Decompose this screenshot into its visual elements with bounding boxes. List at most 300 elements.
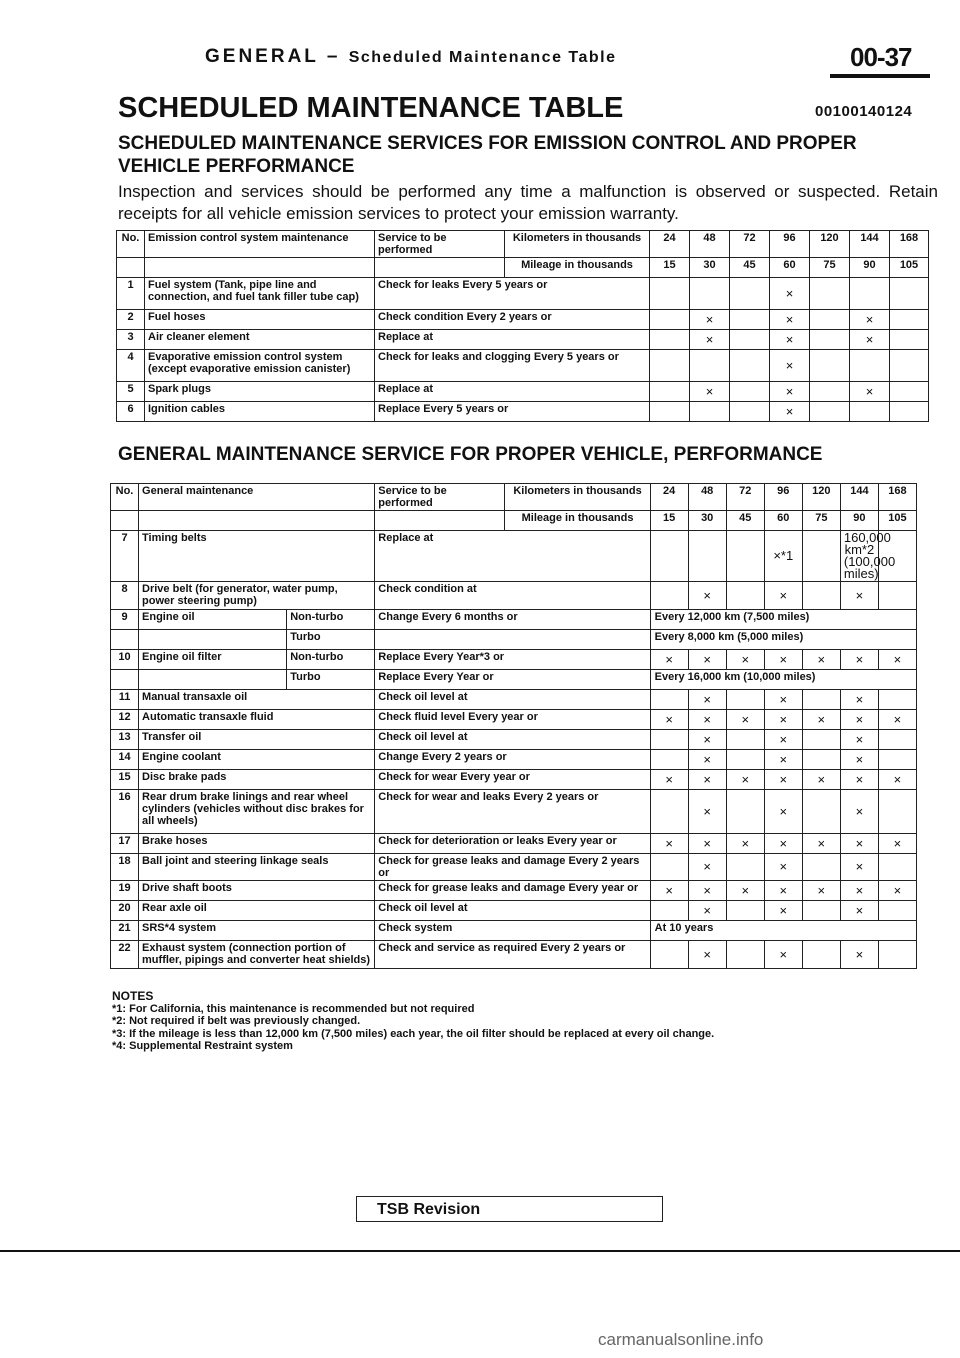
interval-mark: × <box>840 854 878 881</box>
interval-mark <box>650 382 690 402</box>
document-id: 00100140124 <box>815 103 913 120</box>
km-value: 24 <box>650 231 690 258</box>
interval-mark <box>802 730 840 750</box>
row-subtype: Turbo <box>287 630 375 650</box>
header-subtitle: Scheduled Maintenance Table <box>348 49 617 66</box>
interval-mark: × <box>802 834 840 854</box>
interval-mark <box>802 790 840 834</box>
interval-mark: × <box>726 834 764 854</box>
row-service: Check for grease leaks and damage Every 2 years or <box>375 854 650 881</box>
section1-intro: Inspection and services should be performed any time a malfunction is observed or suspected. Retain receipts for all vehicle emission services to protect your emission warranty. <box>118 182 938 223</box>
interval-mark <box>730 310 770 330</box>
interval-mark: × <box>764 790 802 834</box>
interval-mark <box>650 941 688 969</box>
blank-cell <box>139 511 375 531</box>
note-2: *2: Not required if belt was previously changed. <box>112 1015 361 1027</box>
interval-mark: × <box>878 834 916 854</box>
col-no-header: No. <box>117 231 145 258</box>
row-item: Engine oil filter <box>139 650 287 670</box>
interval-mark: × <box>650 710 688 730</box>
table-row <box>111 610 917 630</box>
mi-value: 60 <box>764 511 802 531</box>
interval-mark <box>730 382 770 402</box>
interval-mark <box>730 330 770 350</box>
interval-mark <box>730 402 770 422</box>
interval-mark: × <box>770 330 810 350</box>
row-subtype: Non-turbo <box>287 610 375 630</box>
interval-mark: × <box>650 834 688 854</box>
row-service: Replace at <box>375 531 650 582</box>
row-service: Check for deterioration or leaks Every year or <box>375 834 650 854</box>
row-item: Engine coolant <box>139 750 375 770</box>
row-item: Drive belt (for generator, water pump, power steering pump) <box>139 582 375 610</box>
note-4: *4: Supplemental Restraint system <box>112 1040 293 1052</box>
table-row <box>111 854 917 881</box>
interval-mark: × <box>688 730 726 750</box>
header-row-km <box>111 484 917 511</box>
interval-mark: × <box>802 770 840 790</box>
col-item-header: General maintenance <box>139 484 375 511</box>
interval-mark: × <box>840 750 878 770</box>
interval-mark: × <box>878 650 916 670</box>
mi-value: 90 <box>840 511 878 531</box>
interval-mark: × <box>688 881 726 901</box>
interval-mark: × <box>688 582 726 610</box>
table-row <box>111 582 917 610</box>
row-no: 8 <box>111 582 139 610</box>
interval-mark: × <box>764 854 802 881</box>
interval-mark <box>650 901 688 921</box>
interval-mark <box>802 531 840 582</box>
header-rule <box>830 74 930 78</box>
interval-mark <box>650 531 688 582</box>
interval-mark: × <box>764 710 802 730</box>
interval-mark: × <box>802 650 840 670</box>
row-service: Replace Every Year or <box>375 670 650 690</box>
interval-mark <box>650 310 690 330</box>
row-item: Brake hoses <box>139 834 375 854</box>
km-value: 48 <box>690 231 730 258</box>
interval-mark: ×*1 <box>764 531 802 582</box>
row-service: Replace at <box>375 330 650 350</box>
row-item: Manual transaxle oil <box>139 690 375 710</box>
interval-mark: × <box>878 881 916 901</box>
interval-mark: × <box>764 834 802 854</box>
table-row <box>111 834 917 854</box>
interval-mark: × <box>840 901 878 921</box>
section2-title: GENERAL MAINTENANCE SERVICE FOR PROPER VEHICLE, PERFORMANCE <box>118 444 823 465</box>
interval-mark: × <box>840 941 878 969</box>
mi-value: 75 <box>802 511 840 531</box>
km-value: 144 <box>840 484 878 511</box>
interval-mark: × <box>840 650 878 670</box>
note-3: *3: If the mileage is less than 12,000 km (7,500 miles) each year, the oil filter should be replaced at every oil change. <box>112 1027 715 1040</box>
interval-mark <box>726 941 764 969</box>
mi-value: 90 <box>850 258 890 278</box>
interval-mark: × <box>764 770 802 790</box>
interval-mark <box>810 402 850 422</box>
interval-mark: × <box>650 770 688 790</box>
interval-mark: × <box>770 402 810 422</box>
row-item: Disc brake pads <box>139 770 375 790</box>
km-value: 120 <box>802 484 840 511</box>
interval-mark: × <box>688 690 726 710</box>
row-service: Check for leaks and clogging Every 5 years or <box>375 350 650 382</box>
interval-mark: × <box>690 382 730 402</box>
interval-mark <box>726 750 764 770</box>
row-item: Evaporative emission control system (except evaporative emission canister) <box>145 350 375 382</box>
row-item: Engine oil <box>139 610 287 630</box>
km-value: 96 <box>770 231 810 258</box>
row-no <box>111 630 139 650</box>
interval-mark <box>726 901 764 921</box>
interval-mark: × <box>840 770 878 790</box>
table-row <box>117 350 929 382</box>
row-interval: Every 12,000 km (7,500 miles) <box>650 610 916 630</box>
interval-mark: × <box>650 650 688 670</box>
interval-mark: × <box>764 901 802 921</box>
table-row <box>111 670 917 690</box>
interval-mark: × <box>840 730 878 750</box>
notes <box>112 990 714 1053</box>
row-service: Check oil level at <box>375 901 650 921</box>
table-row <box>111 710 917 730</box>
interval-mark: × <box>688 941 726 969</box>
mi-value: 105 <box>890 258 929 278</box>
interval-mark: × <box>840 710 878 730</box>
km-value: 120 <box>810 231 850 258</box>
row-no: 6 <box>117 402 145 422</box>
row-service: Replace at <box>375 382 650 402</box>
row-item: Rear axle oil <box>139 901 375 921</box>
col-item-header: Emission control system maintenance <box>145 231 375 258</box>
km-value: 168 <box>878 484 916 511</box>
interval-mark: × <box>726 650 764 670</box>
interval-mark <box>878 730 916 750</box>
note-1: *1: For California, this maintenance is recommended but not required <box>112 1002 475 1015</box>
header-row-mi <box>111 511 917 531</box>
interval-mark <box>810 330 850 350</box>
mi-label: Mileage in thousands <box>505 511 650 531</box>
interval-mark: × <box>878 770 916 790</box>
mi-value: 30 <box>690 258 730 278</box>
interval-mark: × <box>850 310 890 330</box>
interval-mark <box>726 690 764 710</box>
table-row <box>111 730 917 750</box>
interval-mark <box>890 278 929 310</box>
table-row <box>117 310 929 330</box>
row-item: Transfer oil <box>139 730 375 750</box>
table-row <box>111 630 917 650</box>
row-no: 10 <box>111 650 139 670</box>
interval-mark <box>650 750 688 770</box>
interval-mark <box>690 402 730 422</box>
interval-mark <box>802 582 840 610</box>
interval-mark: × <box>688 854 726 881</box>
row-item: Automatic transaxle fluid <box>139 710 375 730</box>
interval-mark <box>650 790 688 834</box>
row-item: Fuel hoses <box>145 310 375 330</box>
row-item: Rear drum brake linings and rear wheel cylinders (vehicles without disc brakes for all wheels) <box>139 790 375 834</box>
section1-title: SCHEDULED MAINTENANCE SERVICES FOR EMISSION CONTROL AND PROPER VEHICLE PERFORMANCE <box>118 133 857 177</box>
interval-mark <box>726 730 764 750</box>
row-no: 14 <box>111 750 139 770</box>
mi-value: 105 <box>878 511 916 531</box>
interval-mark <box>878 854 916 881</box>
table-row <box>117 382 929 402</box>
mi-value: 45 <box>726 511 764 531</box>
row-no: 12 <box>111 710 139 730</box>
interval-mark <box>810 350 850 382</box>
row-item: SRS*4 system <box>139 921 375 941</box>
row-no: 4 <box>117 350 145 382</box>
interval-mark <box>850 402 890 422</box>
interval-mark <box>890 310 929 330</box>
interval-mark: × <box>764 941 802 969</box>
interval-mark <box>878 582 916 610</box>
row-service: Check oil level at <box>375 690 650 710</box>
interval-mark: × <box>688 750 726 770</box>
interval-mark <box>650 350 690 382</box>
row-item: Drive shaft boots <box>139 881 375 901</box>
table-row <box>111 690 917 710</box>
row-subtype: Non-turbo <box>287 650 375 670</box>
table-row <box>111 881 917 901</box>
interval-mark: × <box>770 382 810 402</box>
interval-mark: × <box>688 901 726 921</box>
row-service <box>375 630 650 650</box>
bottom-rule <box>0 1250 960 1252</box>
blank-cell <box>375 258 505 278</box>
interval-mark: × <box>764 730 802 750</box>
table-row <box>111 941 917 969</box>
interval-mark <box>650 690 688 710</box>
interval-mark <box>890 382 929 402</box>
header-dash: – <box>326 46 341 67</box>
interval-mark <box>650 854 688 881</box>
row-service: Check oil level at <box>375 730 650 750</box>
km-value: 48 <box>688 484 726 511</box>
row-no: 15 <box>111 770 139 790</box>
page-number: 00-37 <box>850 42 912 72</box>
row-service: Check system <box>375 921 650 941</box>
blank-cell <box>375 511 505 531</box>
interval-mark <box>730 278 770 310</box>
interval-mark <box>730 350 770 382</box>
table-row <box>117 402 929 422</box>
mi-label: Mileage in thousands <box>505 258 650 278</box>
row-service: Check and service as required Every 2 years or <box>375 941 650 969</box>
interval-mark: × <box>878 710 916 730</box>
interval-mark <box>650 330 690 350</box>
km-value: 24 <box>650 484 688 511</box>
interval-mark <box>650 402 690 422</box>
row-service: Check for leaks Every 5 years or <box>375 278 650 310</box>
tsb-revision-box: TSB Revision <box>356 1196 663 1222</box>
interval-mark: × <box>764 881 802 901</box>
row-item <box>139 670 287 690</box>
interval-mark: × <box>726 881 764 901</box>
km-label: Kilometers in thousands <box>505 231 650 258</box>
row-no: 2 <box>117 310 145 330</box>
mi-value: 60 <box>770 258 810 278</box>
row-item: Timing belts <box>139 531 375 582</box>
row-no: 21 <box>111 921 139 941</box>
interval-mark <box>810 382 850 402</box>
interval-mark <box>650 730 688 750</box>
interval-mark <box>878 690 916 710</box>
interval-mark: × <box>688 650 726 670</box>
interval-mark <box>688 531 726 582</box>
km-value: 72 <box>730 231 770 258</box>
row-service: Replace Every 5 years or <box>375 402 650 422</box>
row-no: 9 <box>111 610 139 630</box>
interval-mark <box>890 350 929 382</box>
mi-value: 15 <box>650 511 688 531</box>
interval-mark: × <box>688 834 726 854</box>
interval-mark <box>802 941 840 969</box>
interval-mark: × <box>726 770 764 790</box>
interval-mark <box>810 278 850 310</box>
row-subtype: Turbo <box>287 670 375 690</box>
interval-mark <box>878 750 916 770</box>
col-service-header: Service to be performed <box>375 484 505 511</box>
table-row <box>111 531 917 582</box>
row-item: Air cleaner element <box>145 330 375 350</box>
mi-value: 75 <box>810 258 850 278</box>
watermark: carmanualsonline.info <box>598 1330 764 1349</box>
header-row-mi <box>117 258 929 278</box>
table-row <box>111 790 917 834</box>
interval-mark: × <box>688 790 726 834</box>
header-title <box>205 46 617 68</box>
km-value: 168 <box>890 231 929 258</box>
interval-mark <box>650 582 688 610</box>
row-no: 11 <box>111 690 139 710</box>
km-value: 72 <box>726 484 764 511</box>
table-row <box>111 750 917 770</box>
row-service: Check condition Every 2 years or <box>375 310 650 330</box>
interval-mark: × <box>840 881 878 901</box>
interval-mark <box>878 941 916 969</box>
row-no: 5 <box>117 382 145 402</box>
row-service: Check for wear and leaks Every 2 years or <box>375 790 650 834</box>
interval-mark: × <box>688 710 726 730</box>
row-service: Check condition at <box>375 582 650 610</box>
interval-mark <box>810 310 850 330</box>
col-no-header: No. <box>111 484 139 511</box>
blank-cell <box>117 258 145 278</box>
row-item: Spark plugs <box>145 382 375 402</box>
table-row <box>111 901 917 921</box>
interval-mark: × <box>802 881 840 901</box>
interval-mark: 160,000 km*2 (100,000 miles) <box>840 531 878 582</box>
row-interval: Every 16,000 km (10,000 miles) <box>650 670 916 690</box>
interval-mark: × <box>764 690 802 710</box>
row-item <box>139 630 287 650</box>
interval-mark <box>802 690 840 710</box>
interval-mark: × <box>840 582 878 610</box>
row-no: 22 <box>111 941 139 969</box>
interval-mark <box>690 350 730 382</box>
row-item: Ignition cables <box>145 402 375 422</box>
interval-mark <box>726 854 764 881</box>
interval-mark <box>802 750 840 770</box>
interval-mark <box>726 582 764 610</box>
mi-value: 45 <box>730 258 770 278</box>
row-item: Ball joint and steering linkage seals <box>139 854 375 881</box>
row-no: 13 <box>111 730 139 750</box>
interval-mark <box>850 350 890 382</box>
interval-mark <box>802 901 840 921</box>
row-service: Check for wear Every year or <box>375 770 650 790</box>
interval-mark <box>850 278 890 310</box>
interval-mark <box>890 330 929 350</box>
row-service: Change Every 6 months or <box>375 610 650 630</box>
mi-value: 30 <box>688 511 726 531</box>
row-no: 19 <box>111 881 139 901</box>
row-no: 17 <box>111 834 139 854</box>
interval-mark: × <box>726 710 764 730</box>
mi-value: 15 <box>650 258 690 278</box>
interval-mark <box>878 790 916 834</box>
table-row <box>111 650 917 670</box>
interval-mark <box>726 531 764 582</box>
interval-mark <box>802 854 840 881</box>
interval-mark: × <box>764 750 802 770</box>
row-no: 1 <box>117 278 145 310</box>
blank-cell <box>111 511 139 531</box>
document-title: SCHEDULED MAINTENANCE TABLE <box>118 92 624 124</box>
interval-mark: × <box>770 278 810 310</box>
row-no: 18 <box>111 854 139 881</box>
col-service-header: Service to be performed <box>375 231 505 258</box>
row-no: 16 <box>111 790 139 834</box>
table-row <box>111 770 917 790</box>
interval-mark: × <box>764 582 802 610</box>
interval-mark <box>726 790 764 834</box>
interval-mark: × <box>840 790 878 834</box>
row-no: 3 <box>117 330 145 350</box>
row-item: Fuel system (Tank, pipe line and connection, and fuel tank filler tube cap) <box>145 278 375 310</box>
interval-mark <box>890 402 929 422</box>
row-service: Replace Every Year*3 or <box>375 650 650 670</box>
row-service: Check fluid level Every year or <box>375 710 650 730</box>
table-row <box>111 921 917 941</box>
interval-mark: × <box>850 382 890 402</box>
page-header <box>0 42 960 80</box>
row-no <box>111 670 139 690</box>
row-service: Change Every 2 years or <box>375 750 650 770</box>
emission-maintenance-table <box>116 230 929 422</box>
interval-mark: × <box>840 834 878 854</box>
interval-mark: × <box>840 690 878 710</box>
header-section: GENERAL <box>205 46 319 67</box>
table-row <box>117 278 929 310</box>
table-row <box>117 330 929 350</box>
interval-mark: × <box>690 310 730 330</box>
row-no: 20 <box>111 901 139 921</box>
interval-mark: × <box>770 350 810 382</box>
row-service: Check for grease leaks and damage Every year or <box>375 881 650 901</box>
km-label: Kilometers in thousands <box>505 484 650 511</box>
row-interval: Every 8,000 km (5,000 miles) <box>650 630 916 650</box>
row-no: 7 <box>111 531 139 582</box>
interval-mark: × <box>764 650 802 670</box>
interval-mark: × <box>802 710 840 730</box>
header-row-km <box>117 231 929 258</box>
interval-mark <box>878 901 916 921</box>
